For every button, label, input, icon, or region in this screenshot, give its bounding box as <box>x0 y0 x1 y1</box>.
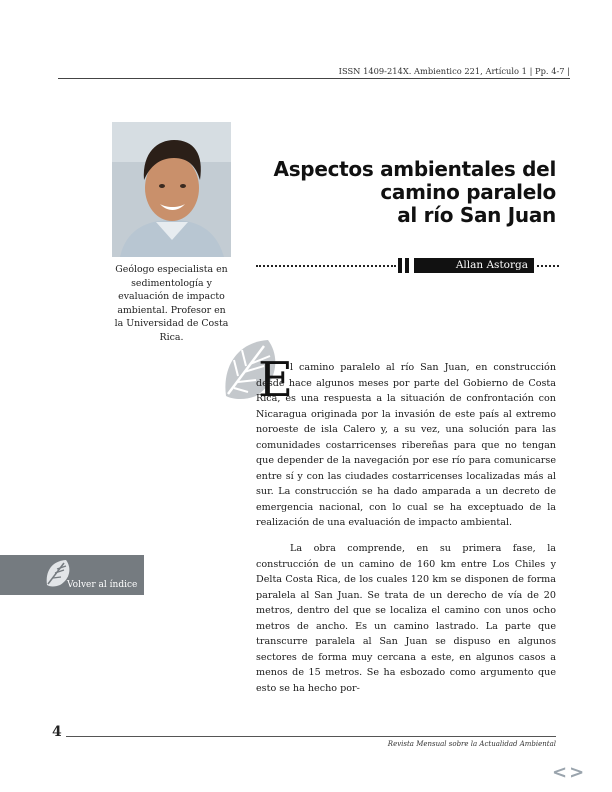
author-photo <box>112 122 231 257</box>
title-line-1: Aspectos ambientales del <box>273 157 556 181</box>
next-page-button[interactable]: > <box>569 762 587 783</box>
header-rule <box>58 78 570 79</box>
back-to-index-button[interactable] <box>0 555 144 595</box>
drop-cap: E <box>258 352 294 408</box>
page-number: 4 <box>52 724 62 740</box>
issn-header: ISSN 1409-214X. Ambientico 221, Artículo 1 | Pp. 4-7 | <box>338 66 570 76</box>
prev-page-button[interactable]: < <box>552 762 570 783</box>
author-name: Allan Astorga <box>414 258 534 273</box>
title-line-3: al río San Juan <box>397 203 556 227</box>
dotted-rule-right <box>537 265 559 267</box>
author-bio: Geólogo especialista en sedimentología y evaluación de impacto ambiental. Profesor en la Universidad de Costa Rica. <box>114 264 229 343</box>
portrait-photo-icon <box>112 122 231 257</box>
body-paragraph-2: La obra comprende, en su primera fase, la construcción de un camino de 160 km entre Los Chiles y Delta Costa Rica, de los cuales 120 km se disponen de forma paralela al San Juan. Se trata de un derecho de vía de 20 metros, dentro del que se localiza el camino con unos ocho metros de ancho. Es un camino lastrado. La parte que transcurre paralela al San Juan se dispuso en algunos sectores de forma muy cercana a este, en algunos casos a menos de 15 metros. Se ha esbozado como argumento que esto se ha hecho por- <box>256 543 556 694</box>
title-line-2: camino paralelo <box>380 180 556 204</box>
bar-ornament <box>398 258 410 273</box>
dotted-rule-left <box>256 265 396 267</box>
article-title <box>268 158 556 227</box>
back-to-index-label: Volver al índice <box>67 580 138 590</box>
page-navigation <box>552 762 586 783</box>
journal-name: Revista Mensual sobre la Actualidad Ambiental <box>387 740 556 748</box>
body-paragraph-1: l camino paralelo al río San Juan, en construcción desde hace algunos meses por parte del Gobierno de Costa Rica, es una respuesta a la situación de confrontación con Nicaragua originada por la invasión de este país al extremo noroeste de isla Calero y, a su vez, una solución para las comunidades costarricenses ribereñas para que no tengan que depender de la navegación por ese río para comunicarse entre sí y con las ciudades costarricenses localizadas más al sur. La construcción se ha dado amparada a un decreto de emergencia nacional, con lo cual se ha exceptuado de la realización de una evaluación de impacto ambiental. <box>256 362 556 528</box>
footer-rule <box>66 736 556 737</box>
